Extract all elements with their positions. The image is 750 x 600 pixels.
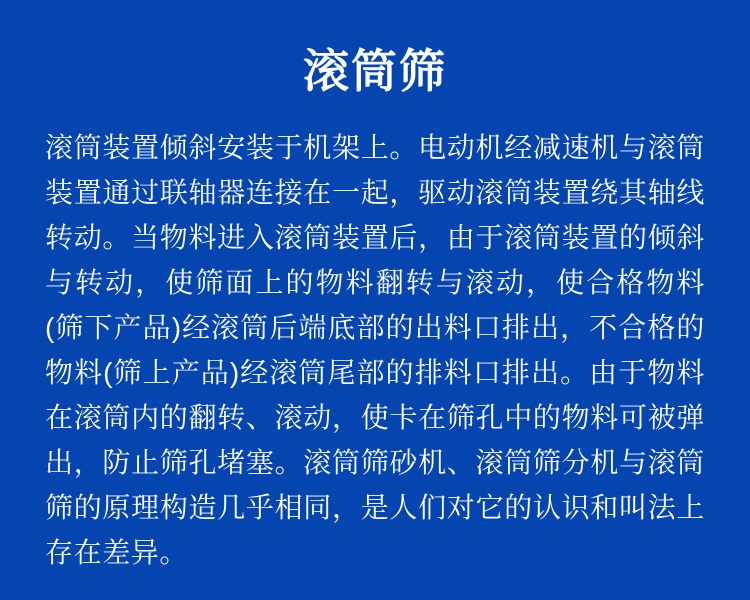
- page-title: 滚筒筛: [303, 45, 447, 97]
- description-paragraph: 滚筒装置倾斜安装于机架上。电动机经减速机与滚筒装置通过联轴器连接在一起，驱动滚筒装置绕其轴线转动。当物料进入滚筒装置后，由于滚筒装置的倾斜与转动，使筛面上的物料翻转与滚动，使合格物料(筛下产品)经滚筒后端底部的出料口排出，不合格的物料(筛上产品)经滚筒尾部的排料口排出。由于物料在滚筒内的翻转、滚动，使卡在筛孔中的物料可被弹出，防止筛孔堵塞。滚筒筛砂机、滚筒筛分机与滚筒筛的原理构造几乎相同，是人们对它的认识和叫法上存在差异。: [45, 132, 705, 569]
